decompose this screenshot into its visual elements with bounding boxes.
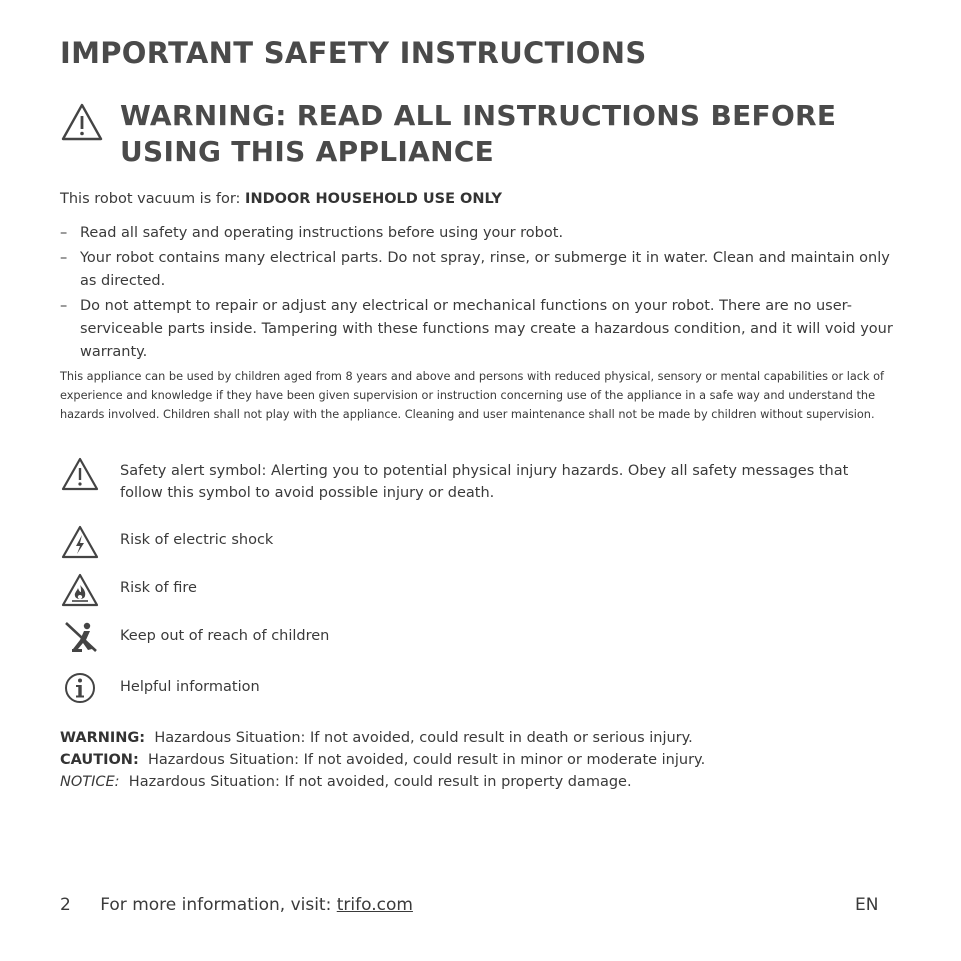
- fire-icon: [60, 572, 100, 608]
- website-link[interactable]: trifo.com: [336, 895, 413, 915]
- page-number: 2: [60, 895, 71, 915]
- intro-prefix: This robot vacuum is for:: [60, 191, 241, 207]
- symbol-row-fire: Risk of fire: [60, 577, 900, 613]
- symbol-row-keep-away: Keep out of reach of children: [60, 625, 900, 661]
- level-notice: NOTICE: Hazardous Situation: If not avoided, could result in property damage.: [60, 774, 632, 790]
- safety-alert-icon: [60, 456, 100, 492]
- symbol-row-electric-shock: Risk of electric shock: [60, 529, 900, 565]
- symbol-row-safety-alert: Safety alert symbol: Alerting you to potential physical injury hazards. Obey all safety messages that follow this symbol to avoid possible injury or death.: [60, 460, 900, 510]
- list-item: – Your robot contains many electrical parts. Do not spray, rinse, or submerge it in water. Clean and maintain only as directed.: [60, 250, 890, 289]
- keep-away-children-icon: [60, 619, 100, 655]
- children-notice: This appliance can be used by children aged from 8 years and above and persons with reduced physical, sensory or mental capabilities or lack of experience and knowledge if they have been given supervision or instruction concerning use of the appliance in a safe way and understand the hazards involved. Children shall not play with the appliance. Cleaning and user maintenance shall not be made by children without supervision.: [60, 370, 884, 421]
- level-caution: CAUTION: Hazardous Situation: If not avoided, could result in minor or moderate injury.: [60, 752, 706, 768]
- warning-heading: [120, 98, 836, 170]
- bullet-list: [60, 222, 900, 366]
- page-title: IMPORTANT SAFETY INSTRUCTIONS: [60, 36, 647, 70]
- list-item: – Do not attempt to repair or adjust any electrical or mechanical functions on your robot. There are no user-serviceable parts inside. Tampering with these functions may create a hazardous condition, and it will void your warranty.: [60, 298, 893, 360]
- info-icon: [60, 670, 100, 706]
- list-item: – Read all safety and operating instructions before using your robot.: [60, 225, 564, 241]
- language-code: EN: [855, 895, 879, 915]
- symbol-row-info: Helpful information: [60, 676, 900, 712]
- warning-heading-line2: USING THIS APPLIANCE: [120, 135, 495, 168]
- level-warning: WARNING: Hazardous Situation: If not avoided, could result in death or serious injury.: [60, 730, 693, 746]
- electric-shock-icon: [60, 524, 100, 560]
- warning-icon: [60, 102, 104, 142]
- warning-heading-line1: WARNING: READ ALL INSTRUCTIONS BEFORE: [120, 99, 837, 132]
- intro-line: [60, 191, 502, 207]
- hazard-levels: [60, 727, 705, 793]
- intro-emphasis: INDOOR HOUSEHOLD USE ONLY: [245, 191, 502, 207]
- footer: [60, 895, 413, 915]
- footer-info-text: For more information, visit:: [100, 895, 332, 915]
